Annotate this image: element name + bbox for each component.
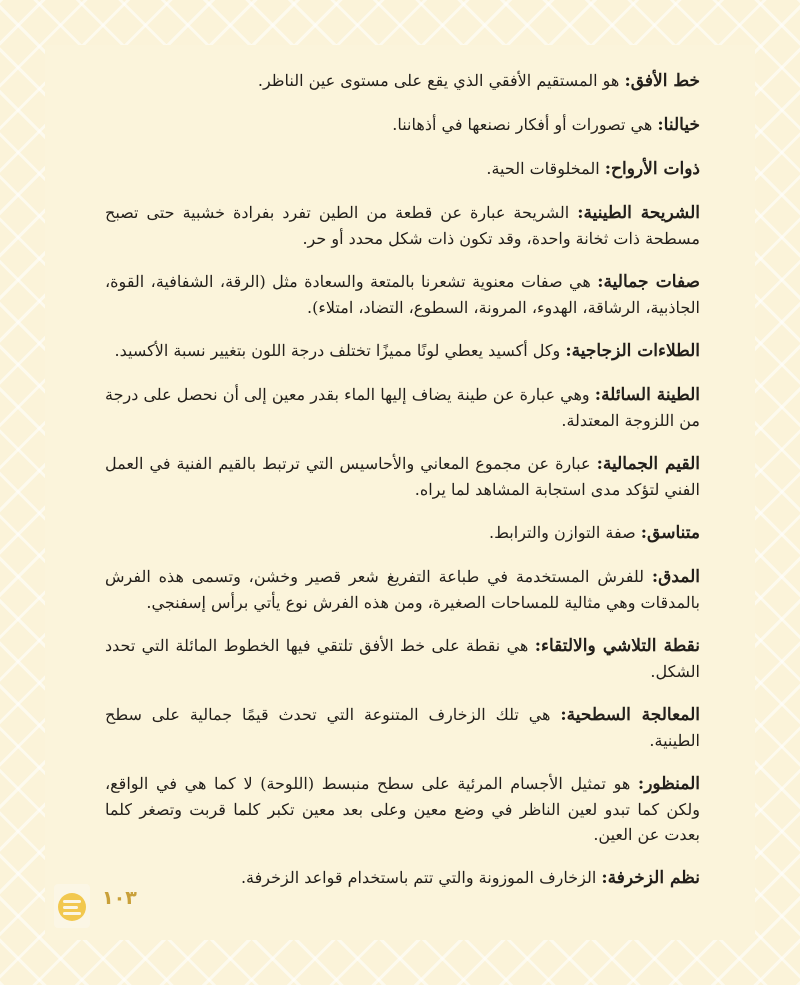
glossary-term: القيم الجمالية: bbox=[596, 454, 700, 474]
glossary-term: المعالجة السطحية: bbox=[560, 705, 700, 725]
glossary-definition: هو تمثيل الأجسام المرئية على سطح منبسط (اللوحة) لا كما هي في الواقع، ولكن كما تبدو لعين الناظر في وضع معين وعلى بعد معين تكبر كلما قربت وتصغر كلما بعدت عن العين. bbox=[105, 774, 700, 844]
glossary-definition: للفرش المستخدمة في طباعة التفريغ شعر قصير وخشن، وتسمى هذه الفرش بالمدقات وهي مثالية للمساحات الصغيرة، ومن هذه الفرش نوع يأتي برأس إسفنجي. bbox=[105, 567, 700, 612]
glossary-term: المدق: bbox=[651, 567, 700, 587]
glossary-entry bbox=[105, 382, 700, 433]
glossary-term: الطلاءات الزجاجية: bbox=[565, 341, 700, 361]
glossary-entry bbox=[105, 865, 700, 891]
glossary-entry bbox=[105, 156, 700, 182]
glossary-entry bbox=[105, 564, 700, 615]
glossary-definition: الشريحة عبارة عن قطعة من الطين تفرد بفرادة خشبية حتى تصبح مسطحة ذات ثخانة واحدة، وقد تكون ذات شكل محدد أو حر. bbox=[105, 203, 700, 248]
glossary-term: نظم الزخرفة: bbox=[601, 868, 700, 888]
glossary-entry bbox=[105, 451, 700, 502]
glossary-term: الطينة السائلة: bbox=[594, 385, 700, 405]
glossary bbox=[105, 68, 700, 909]
glossary-definition: هي نقطة على خط الأفق تلتقي فيها الخطوط المائلة التي تحدد الشكل. bbox=[105, 636, 700, 681]
glossary-definition: عبارة عن مجموع المعاني والأحاسيس التي ترتبط بالقيم الفنية في العمل الفني لتؤكد مدى استجابة المشاهد لما يراه. bbox=[105, 454, 700, 499]
glossary-definition: هي تلك الزخارف المتنوعة التي تحدث قيمًا جمالية على سطح الطينية. bbox=[105, 705, 700, 750]
glossary-definition: وهي عبارة عن طينة يضاف إليها الماء بقدر معين إلى أن نحصل على درجة من اللزوجة المعتدلة. bbox=[105, 385, 700, 430]
glossary-entry bbox=[105, 269, 700, 320]
glossary-term: نقطة التلاشي والالتقاء: bbox=[534, 636, 700, 656]
glossary-definition: الزخارف الموزونة والتي تتم باستخدام قواعد الزخرفة. bbox=[240, 868, 602, 887]
publisher-logo-icon bbox=[54, 884, 90, 928]
glossary-term: خط الأفق: bbox=[624, 71, 700, 91]
glossary-definition: صفة التوازن والترابط. bbox=[489, 523, 641, 542]
glossary-entry bbox=[105, 702, 700, 753]
glossary-entry bbox=[105, 200, 700, 251]
glossary-term: متناسق: bbox=[640, 523, 700, 543]
glossary-term: المنظور: bbox=[637, 774, 700, 794]
glossary-definition: وكل أكسيد يعطي لونًا مميزًا تختلف درجة اللون بتغيير نسبة الأكسيد. bbox=[114, 341, 566, 360]
glossary-term: صفات جمالية: bbox=[597, 272, 700, 292]
glossary-entry bbox=[105, 68, 700, 94]
glossary-entry bbox=[105, 633, 700, 684]
glossary-definition: المخلوقات الحية. bbox=[486, 159, 605, 178]
glossary-entry bbox=[105, 112, 700, 138]
glossary-entry bbox=[105, 771, 700, 847]
glossary-entry bbox=[105, 338, 700, 364]
glossary-term: ذوات الأرواح: bbox=[604, 159, 700, 179]
glossary-definition: هي تصورات أو أفكار نصنعها في أذهاننا. bbox=[392, 115, 658, 134]
glossary-entry bbox=[105, 520, 700, 546]
glossary-definition: هي صفات معنوية تشعرنا بالمتعة والسعادة مثل (الرقة، الشفافية، القوة، الجاذبية، الرشاقة، الهدوء، المرونة، السطوع، التضاد، امتلاء). bbox=[105, 272, 700, 317]
glossary-definition: هو المستقيم الأفقي الذي يقع على مستوى عين الناظر. bbox=[257, 71, 625, 90]
glossary-term: الشريحة الطينية: bbox=[577, 203, 700, 223]
page-number: ١٠٣ bbox=[102, 887, 137, 909]
glossary-term: خيالنا: bbox=[657, 115, 700, 135]
